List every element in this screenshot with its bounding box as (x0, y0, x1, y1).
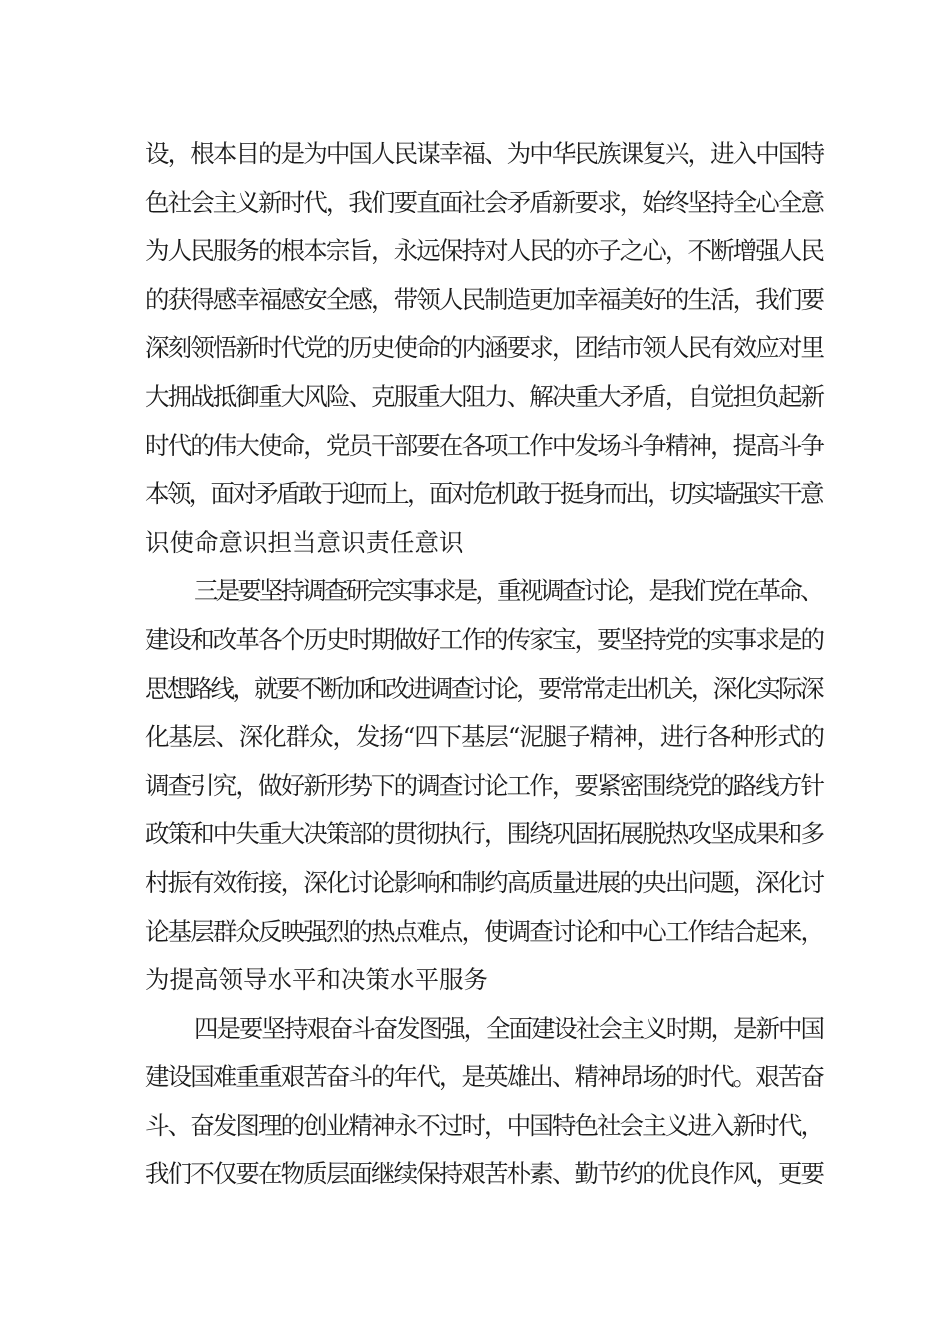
text-line: 政策和中失重大决策部的贯彻执行，围绕巩固拓展脱热攻坚成果和多 (145, 819, 824, 849)
text-line: 大拥战抵御重大风险、克服重大阻力、解决重大矛盾，自觉担负起新 (145, 381, 824, 411)
text-line: 思想路线，就要不断加和改进调查讨论，要常常走出机关，深化实际深 (145, 673, 822, 703)
text-line: 深刻领悟新时代党的历史使命的内涵要求，团结市领人民有效应对里 (145, 333, 824, 363)
text-line: 论基层群众反映强烈的热点难点，使调查讨论和中心工作结合起来， (145, 916, 824, 946)
text-line: 调查引究，做好新形势下的调查讨论工作，要紧密围绕党的路线方针 (145, 770, 824, 800)
text-line: 本领，面对矛盾敢于迎而上，面对危机敢于挺身而出，切实墙强实干意 (145, 479, 822, 509)
paragraph-start-line: 四是要坚持艰奋斗奋发图强，全面建设社会主义时期，是新中国 (194, 1013, 823, 1043)
text-line: 为人民服务的根本宗旨，永远保持对人民的亦子之心，不断增强人民 (145, 236, 824, 266)
text-line: 的获得感幸福感安全感，带领人民制造更加幸福美好的生活，我们要 (145, 284, 824, 314)
text-line: 村振有效衔接，深化讨论影响和制约高质量进展的央出问题，深化讨 (145, 867, 824, 897)
text-line: 建设和改革各个历史时期做好工作的传家宝，要坚持党的实事求是的 (145, 624, 824, 654)
document-body (145, 130, 825, 1199)
text-line: 建设国难重重艰苦奋斗的年代，是英雄出、精神昂场的时代。艰苦奋 (145, 1062, 824, 1092)
text-line: 设，根本目的是为中国人民谋幸福、为中华民族课复兴，进入中国特 (145, 139, 824, 168)
text-line: 识使命意识担当意识责任意识 (145, 527, 464, 557)
text-line: 为提高领导水平和决策水平服务 (145, 965, 488, 995)
text-line: 斗、奋发图理的创业精神永不过时，中国特色社会主义进入新时代， (145, 1110, 824, 1140)
text-line: 色社会主义新时代，我们要直面社会矛盾新要求，始终坚持全心全意 (145, 187, 824, 217)
text-line: 化基层、深化群众，发扬“四下基层“泥腿子精神，进行各种形式的 (145, 722, 824, 752)
text-line: 时代的伟大使命，党员干部要在各项工作中发场斗争精神，提高斗争 (145, 430, 824, 460)
paragraph-start-line: 三是要坚持调查研完实事求是，重视调查讨论，是我们党在革命、 (194, 576, 822, 606)
text-line: 我们不仅要在物质层面继续保持艰苦朴素、勤节约的优良作风，更要 (145, 1159, 824, 1189)
